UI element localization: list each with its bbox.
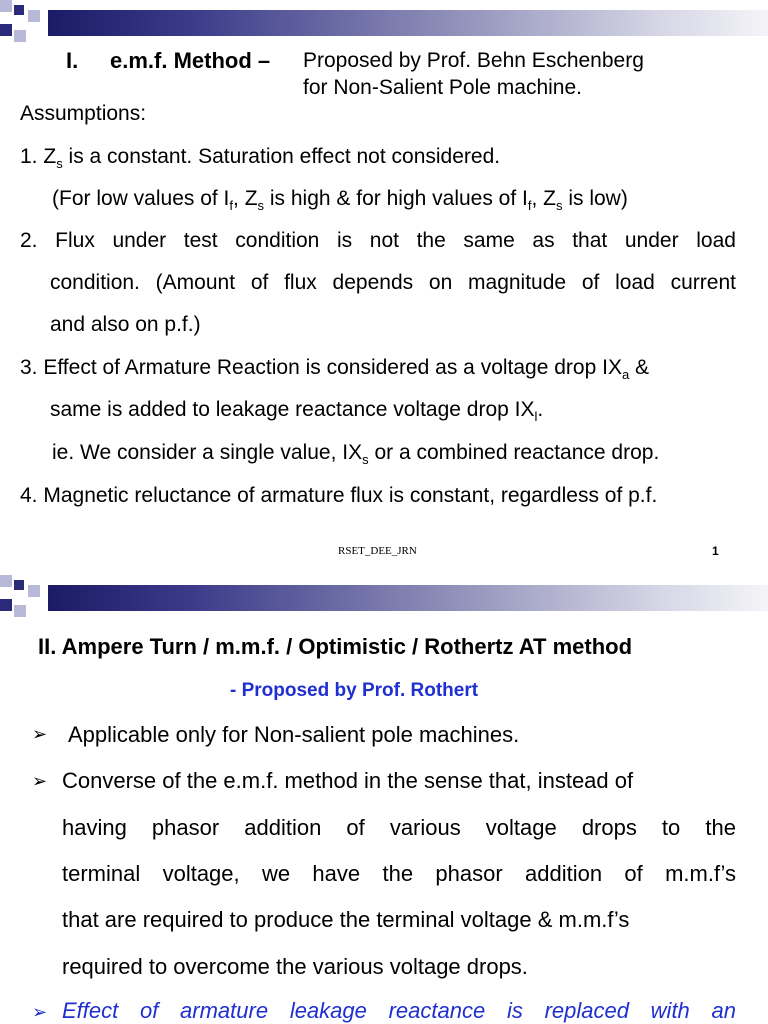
word: the — [705, 815, 736, 840]
subscript: s — [362, 451, 369, 467]
slide-title: II. Ampere Turn / m.m.f. / Optimistic / Rothertz AT method — [38, 634, 633, 659]
bullet-2-line5: required to overcome the various voltage drops. — [62, 954, 528, 979]
header-square — [14, 5, 24, 15]
assumption-2-line3: and also on p.f.) — [50, 313, 201, 336]
subscript: f — [229, 197, 234, 213]
word: we — [261, 861, 291, 886]
word: of — [250, 271, 269, 294]
slide-subtitle: - Proposed by Prof. Rothert — [230, 680, 479, 701]
bullet-arrow-icon: ➢ — [32, 1002, 48, 1022]
word: test — [183, 229, 218, 252]
word: condition — [235, 229, 320, 252]
word: on — [428, 271, 453, 294]
word: replaced — [544, 998, 629, 1023]
word: the — [382, 861, 414, 886]
header-square — [28, 10, 40, 22]
word: armature — [180, 998, 269, 1023]
text-run: same is added to leakage reactance voltage drop IX — [50, 398, 535, 421]
bullet-2-line2 — [62, 815, 736, 841]
word: voltage — [485, 815, 557, 840]
assumption-3-line2 — [50, 398, 543, 422]
bullet-2-line1: Converse of the e.m.f. method in the sense that, instead of — [62, 768, 634, 793]
word: phasor — [435, 861, 503, 886]
word: is — [336, 229, 353, 252]
text-run: 3. Effect of Armature Reaction is considered as a voltage drop IX — [20, 356, 622, 379]
word: magnitude — [468, 271, 567, 294]
word: with — [650, 998, 690, 1023]
header-square — [0, 575, 12, 587]
subscript: f — [527, 197, 532, 213]
bullet-2-line4: that are required to produce the terminal voltage & m.m.f’s — [62, 907, 630, 932]
assumption-1 — [20, 145, 500, 169]
word: the — [416, 229, 446, 252]
word: load — [696, 229, 736, 252]
header-band — [0, 0, 768, 50]
word: m.m.f’s — [665, 861, 736, 886]
word: leakage — [289, 998, 367, 1023]
slide-2 — [0, 568, 768, 1024]
header-square — [0, 599, 12, 611]
text-run: , Z — [531, 187, 556, 210]
subscript: s — [555, 197, 563, 213]
word: reactance — [388, 998, 486, 1023]
text-run: is a constant. Saturation effect not considered. — [62, 145, 501, 168]
word: voltage, — [162, 861, 240, 886]
assumption-2-line2 — [50, 271, 736, 295]
word: under — [624, 229, 679, 252]
word: not — [369, 229, 399, 252]
word: drops — [581, 815, 637, 840]
assumptions-label: Assumptions: — [20, 102, 147, 125]
assumption-2-line1 — [20, 229, 736, 253]
word: (Amount — [155, 271, 236, 294]
header-gradient-bar — [48, 10, 768, 36]
header-square — [0, 24, 12, 36]
word: as — [532, 229, 555, 252]
word: Effect — [62, 998, 119, 1023]
assumption-3-line1 — [20, 356, 649, 380]
bullet-2-line3 — [62, 861, 736, 887]
word: depends — [332, 271, 414, 294]
text-run: . — [537, 398, 544, 421]
word: flux — [284, 271, 317, 294]
word: have — [312, 861, 361, 886]
word: having — [62, 815, 127, 840]
subscript: l — [534, 408, 538, 424]
bullet-1: Applicable only for Non-salient pole machines. — [68, 722, 520, 747]
word: 2. — [20, 229, 38, 252]
text-run: is low) — [562, 187, 628, 210]
bullet-3-line1 — [62, 998, 736, 1024]
page-number: 1 — [712, 544, 719, 558]
heading-proposed-line2: for Non-Salient Pole machine. — [303, 76, 582, 99]
word: that — [572, 229, 608, 252]
heading-proposed-line1: Proposed by Prof. Behn Eschenberg — [303, 49, 644, 72]
subscript: a — [621, 366, 630, 382]
bullet-arrow-icon: ➢ — [32, 724, 48, 744]
header-square — [28, 585, 40, 597]
word: of — [346, 815, 365, 840]
word: various — [389, 815, 461, 840]
word: Flux — [55, 229, 95, 252]
word: addition — [244, 815, 322, 840]
word: addition — [525, 861, 603, 886]
text-run: or a combined reactance drop. — [368, 441, 660, 464]
word: under — [112, 229, 167, 252]
assumption-1-note — [52, 187, 628, 211]
header-square — [14, 580, 24, 590]
assumption-3-line3 — [52, 441, 659, 465]
subscript: s — [257, 197, 265, 213]
header-square — [0, 0, 12, 12]
bullet-arrow-icon: ➢ — [32, 771, 48, 791]
text-run: ie. We consider a single value, IX — [52, 441, 363, 464]
word: of — [139, 998, 159, 1023]
text-run: (For low values of I — [52, 187, 230, 210]
heading-number: I. — [66, 48, 79, 73]
text-run: & — [629, 356, 650, 379]
word: same — [463, 229, 515, 252]
word: condition. — [50, 271, 140, 294]
slide-footer: RSET_DEE_JRN — [338, 545, 417, 557]
word: of — [581, 271, 600, 294]
word: terminal — [62, 861, 141, 886]
word: to — [661, 815, 681, 840]
header-gradient-bar — [48, 585, 768, 611]
word: current — [670, 271, 736, 294]
header-square — [14, 605, 26, 617]
word: of — [624, 861, 643, 886]
text-run: 1. Z — [20, 145, 57, 168]
word: load — [615, 271, 655, 294]
word: phasor — [151, 815, 220, 840]
text-run: is high & for high values of I — [264, 187, 528, 210]
assumption-4: 4. Magnetic reluctance of armature flux is constant, regardless of p.f. — [20, 484, 658, 507]
header-square — [14, 30, 26, 42]
word: an — [711, 998, 736, 1023]
subscript: s — [56, 155, 63, 171]
header-band — [0, 568, 768, 618]
text-run: , Z — [233, 187, 258, 210]
word: is — [506, 998, 523, 1023]
heading-method: e.m.f. Method – — [110, 48, 271, 73]
